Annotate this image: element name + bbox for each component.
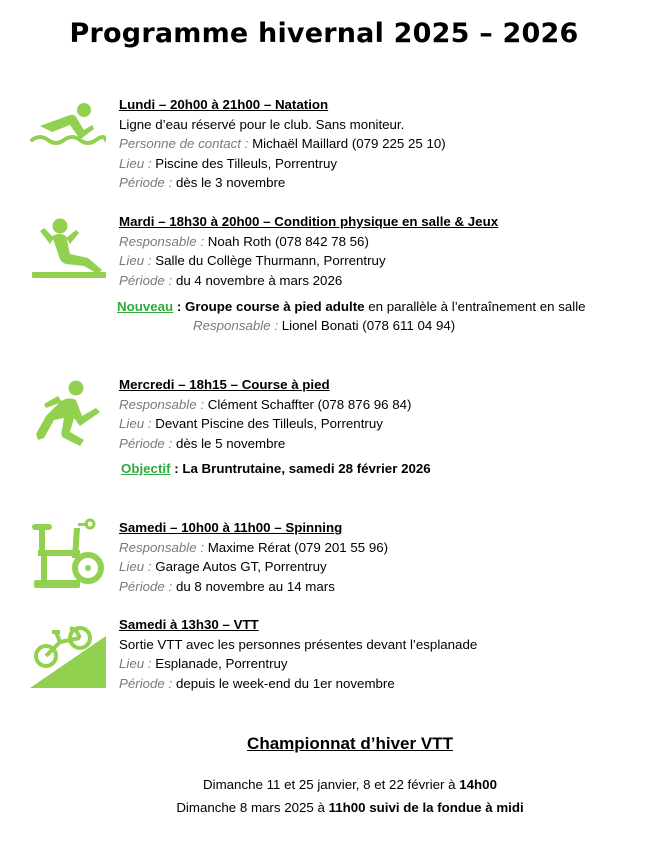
activity-saturday-spinning: [119, 518, 388, 596]
responsable-value: Lionel Bonati (078 611 04 94): [281, 318, 456, 333]
periode-value: dès le 5 novembre: [175, 435, 286, 451]
page-title: Programme hivernal 2025 – 2026: [69, 18, 579, 49]
championship-dates: Dimanche 11 et 25 janvier, 8 et 22 février à: [203, 777, 460, 792]
championship-title: Championnat d’hiver VTT: [247, 734, 453, 753]
activity-heading: Mercredi – 18h15 – Course à pied: [119, 377, 330, 392]
lieu-value: Devant Piscine des Tilleuls, Porrentruy: [155, 416, 383, 432]
responsable-value: Clément Schaffter (078 876 96 84): [207, 396, 412, 412]
note-rest: en parallèle à l’entraînement en salle: [364, 299, 586, 314]
nouveau-label: Nouveau: [117, 299, 174, 314]
note-bold: La Bruntrutaine, samedi 28 février 2026: [182, 461, 431, 476]
activity-monday: [119, 95, 446, 193]
lieu-label: Lieu :: [119, 253, 152, 269]
periode-label: Période :: [119, 675, 173, 691]
responsable-value: Maxime Rérat (079 201 55 96): [207, 539, 389, 555]
lieu-label: Lieu :: [119, 656, 152, 672]
running-icon: [30, 378, 106, 454]
swimming-icon: [30, 100, 106, 176]
responsable-label: Responsable :: [119, 396, 205, 412]
lieu-value: Garage Autos GT, Porrentruy: [155, 559, 327, 575]
championship-line-2: [0, 798, 648, 818]
periode-value: dès le 3 novembre: [175, 175, 286, 191]
note-separator: :: [170, 461, 183, 476]
lieu-value: Salle du Collège Thurmann, Porrentruy: [155, 253, 386, 269]
lieu-label: Lieu :: [119, 155, 152, 171]
spinning-bike-icon: [30, 518, 106, 594]
mountain-bike-icon: [30, 612, 106, 688]
championship-dates: Dimanche 8 mars 2025 à: [176, 800, 329, 815]
activity-description: Ligne d’eau réservé pour le club. Sans moniteur.: [119, 116, 405, 132]
new-group-responsable: [193, 316, 455, 336]
periode-label: Période :: [119, 435, 173, 451]
activity-description: Sortie VTT avec les personnes présentes devant l’esplanade: [119, 636, 478, 652]
activity-saturday-vtt: [119, 615, 477, 693]
championship-time: 11h00 suivi de la fondue à midi: [328, 800, 524, 815]
activity-heading: Samedi – 10h00 à 11h00 – Spinning: [119, 520, 343, 535]
objectif-label: Objectif: [121, 461, 171, 476]
activity-heading: Mardi – 18h30 à 20h00 – Condition physique en salle & Jeux: [119, 214, 499, 229]
responsable-label: Responsable :: [119, 233, 205, 249]
periode-value: depuis le week-end du 1er novembre: [175, 675, 395, 691]
periode-label: Période :: [119, 175, 173, 191]
lieu-value: Esplanade, Porrentruy: [155, 656, 288, 672]
fitness-icon: [30, 212, 106, 288]
new-group-note: [117, 297, 586, 317]
periode-value: du 8 novembre au 14 mars: [175, 578, 335, 594]
responsable-label: Responsable :: [119, 539, 205, 555]
responsable-label: Responsable :: [193, 318, 279, 333]
lieu-label: Lieu :: [119, 416, 152, 432]
championship-time: 14h00: [459, 777, 497, 792]
activity-heading: Samedi à 13h30 – VTT: [119, 617, 259, 632]
activity-heading: Lundi – 20h00 à 21h00 – Natation: [119, 97, 329, 112]
contact-value: Michaël Maillard (079 225 25 10): [252, 136, 446, 152]
lieu-value: Piscine des Tilleuls, Porrentruy: [155, 155, 338, 171]
contact-label: Personne de contact :: [119, 136, 249, 152]
championship-line-1: [0, 775, 648, 795]
responsable-value: Noah Roth (078 842 78 56): [207, 233, 369, 249]
lieu-label: Lieu :: [119, 559, 152, 575]
periode-value: du 4 novembre à mars 2026: [175, 272, 343, 288]
objective-note: [121, 459, 431, 479]
note-separator: :: [173, 299, 185, 314]
periode-label: Période :: [119, 272, 173, 288]
activity-wednesday: [119, 375, 411, 453]
activity-tuesday: [119, 212, 498, 290]
periode-label: Période :: [119, 578, 173, 594]
note-bold: Groupe course à pied adulte: [184, 299, 365, 314]
